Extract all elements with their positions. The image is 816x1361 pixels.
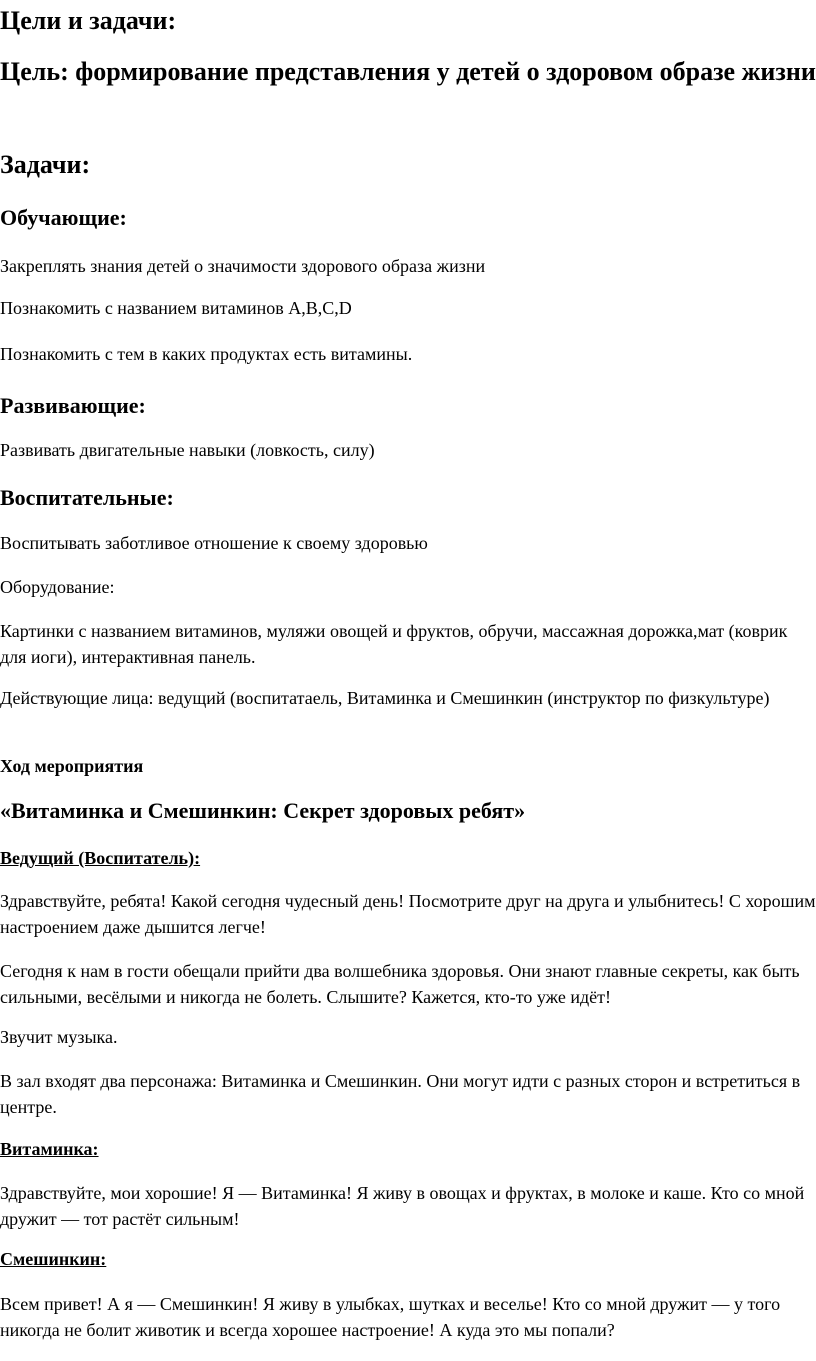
speaker-smeshinkin: Смешинкин: <box>0 1249 107 1269</box>
host-line: Сегодня к нам в гости обещали прийти два волшебника здоровья. Они знают главные секреты, как быть сильными, весёлыми и никогда не болеть. Слышите? Кажется, кто-то уже идёт! <box>0 961 800 1007</box>
teaching-item: Познакомить с названием витаминов A,B,C,D <box>0 298 352 318</box>
stage-direction: В зал входят два персонажа: Витаминка и Смешинкин. Они могут идти с разных сторон и встретиться в центре. <box>0 1071 801 1117</box>
goal-statement: Цель: формирование представления у детей о здоровом образе жизни <box>0 57 816 86</box>
speaker-host: Ведущий (Воспитатель): <box>0 848 201 868</box>
teaching-item: Закреплять знания детей о значимости здорового образа жизни <box>0 256 486 276</box>
teaching-item: Познакомить с тем в каких продуктах есть витамины. <box>0 344 413 364</box>
host-line: Здравствуйте, ребята! Какой сегодня чудесный день! Посмотрите друг на друга и улыбнитесь! С хорошим настроением даже дышится легче! <box>0 891 816 937</box>
stage-direction: Звучит музыка. <box>0 1027 118 1047</box>
progress-heading: Ход мероприятия <box>0 756 144 776</box>
speaker-vitaminka: Витаминка: <box>0 1139 99 1159</box>
section-title: Цели и задачи: <box>0 6 177 35</box>
developing-item: Развивать двигательные навыки (ловкость, силу) <box>0 440 375 460</box>
teaching-heading: Обучающие: <box>0 205 127 230</box>
educational-item: Воспитывать заботливое отношение к своему здоровью <box>0 533 428 553</box>
developing-heading: Развивающие: <box>0 393 146 418</box>
tasks-heading: Задачи: <box>0 150 91 179</box>
characters-text: Действующие лица: ведущий (воспитатаель, Витаминка и Смешинкин (инструктор по физкультуре) <box>0 688 770 708</box>
vitaminka-line: Здравствуйте, мои хорошие! Я — Витаминка! Я живу в овощах и фруктах, в молоке и каше. Кто со мной дружит — тот растёт сильным! <box>0 1183 805 1229</box>
smeshinkin-line: Всем привет! А я — Смешинкин! Я живу в улыбках, шутках и веселье! Кто со мной дружит — у того никогда не болит животик и всегда хорошее настроение! А куда это мы попали? <box>0 1294 781 1340</box>
educational-heading: Воспитательные: <box>0 485 174 510</box>
equipment-list: Картинки с названием витаминов, муляжи овощей и фруктов, обручи, массажная дорожка,мат (коврик для иоги), интерактивная панель. <box>0 621 788 667</box>
event-title: «Витаминка и Смешинкин: Секрет здоровых ребят» <box>0 798 526 823</box>
equipment-label: Оборудование: <box>0 577 115 597</box>
